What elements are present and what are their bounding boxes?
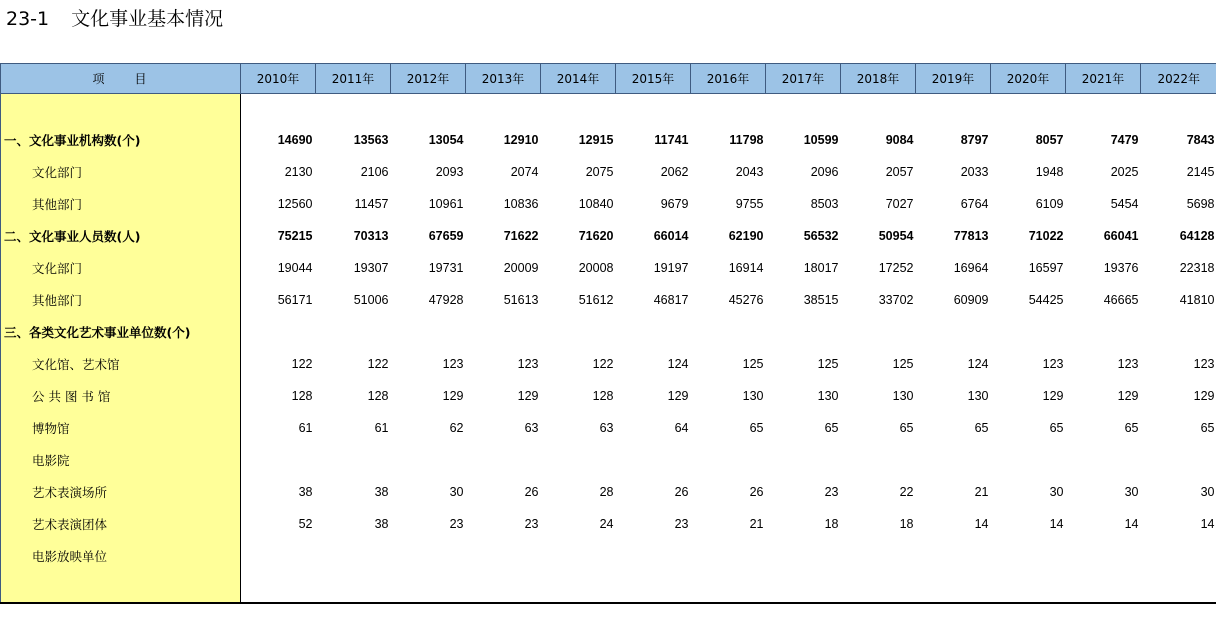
value-cell: 12910: [503, 133, 539, 147]
row-label: 文化馆、艺术馆: [1, 348, 241, 380]
spacer-item-cell: [1, 94, 241, 125]
value-cell: [466, 316, 541, 348]
header-year: 2017年: [766, 64, 841, 94]
value-cell: 19044: [277, 261, 313, 275]
value-cell: 65: [824, 421, 839, 435]
spacer-cell: [616, 94, 691, 125]
value-cell: 9755: [735, 197, 764, 211]
spacer-cell: [841, 94, 916, 125]
value-cell: 18: [899, 517, 914, 531]
value-cell: 129: [667, 389, 689, 403]
value-cell: [1066, 540, 1141, 572]
value-cell: 2057: [885, 165, 914, 179]
value-cell: 128: [592, 389, 614, 403]
value-cell: 14: [1049, 517, 1064, 531]
value-cell: 23: [524, 517, 539, 531]
value-cell: 130: [892, 389, 914, 403]
spacer-cell: [916, 572, 991, 603]
value-cell: 65: [974, 421, 989, 435]
value-cell: [1066, 444, 1141, 476]
value-cell: [766, 316, 841, 348]
value-cell: 123: [1193, 357, 1215, 371]
value-cell: 38515: [803, 293, 839, 307]
value-cell: 56171: [277, 293, 313, 307]
spacer-cell: [916, 94, 991, 125]
value-cell: 65: [749, 421, 764, 435]
value-cell: [616, 540, 691, 572]
value-cell: 2025: [1110, 165, 1139, 179]
value-cell: 22: [899, 485, 914, 499]
spacer-cell: [541, 572, 616, 603]
spacer-cell: [1066, 572, 1141, 603]
table-row: [1, 252, 1216, 284]
value-cell: 26: [674, 485, 689, 499]
value-cell: 17252: [878, 261, 914, 275]
value-cell: 2075: [585, 165, 614, 179]
value-cell: 7027: [885, 197, 914, 211]
table-row: [1, 476, 1216, 508]
value-cell: 11798: [729, 133, 764, 147]
value-cell: 11457: [354, 197, 389, 211]
value-cell: 12915: [578, 133, 614, 147]
row-label: 其他部门: [1, 284, 241, 316]
value-cell: 19731: [428, 261, 464, 275]
value-cell: 62190: [728, 229, 764, 243]
value-cell: 71022: [1028, 229, 1064, 243]
header-year: 2015年: [616, 64, 691, 94]
table-row: [1, 284, 1216, 316]
value-cell: [916, 540, 991, 572]
value-cell: [1141, 540, 1216, 572]
spacer-cell: [391, 94, 466, 125]
value-cell: 51006: [353, 293, 389, 307]
value-cell: 20009: [503, 261, 539, 275]
table-body: [1, 94, 1216, 604]
value-cell: [841, 540, 916, 572]
table-header: [1, 64, 1216, 94]
value-cell: [466, 540, 541, 572]
value-cell: 61: [298, 421, 313, 435]
value-cell: 33702: [878, 293, 914, 307]
value-cell: [391, 444, 466, 476]
spacer-cell: [541, 94, 616, 125]
value-cell: 70313: [353, 229, 389, 243]
value-cell: 63: [599, 421, 614, 435]
value-cell: 23: [824, 485, 839, 499]
value-cell: 16914: [728, 261, 764, 275]
value-cell: 30: [1049, 485, 1064, 499]
value-cell: 62: [449, 421, 464, 435]
value-cell: 125: [892, 357, 914, 371]
value-cell: 10961: [428, 197, 464, 211]
value-cell: 50954: [878, 229, 914, 243]
value-cell: 12560: [277, 197, 313, 211]
value-cell: 18: [824, 517, 839, 531]
spacer-cell: [316, 94, 391, 125]
row-label: 文化部门: [1, 252, 241, 284]
spacer-cell: [991, 94, 1066, 125]
header-year: 2012年: [391, 64, 466, 94]
value-cell: 65: [899, 421, 914, 435]
value-cell: 1948: [1035, 165, 1064, 179]
value-cell: 28: [599, 485, 614, 499]
spacer-row: [1, 572, 1216, 603]
header-year: 2016年: [691, 64, 766, 94]
value-cell: 65: [1049, 421, 1064, 435]
value-cell: 9084: [885, 133, 914, 147]
table-row: [1, 156, 1216, 188]
value-cell: 130: [967, 389, 989, 403]
value-cell: 125: [742, 357, 764, 371]
value-cell: 64128: [1179, 229, 1215, 243]
value-cell: 65: [1200, 421, 1215, 435]
value-cell: 30: [449, 485, 464, 499]
value-cell: 13054: [428, 133, 464, 147]
value-cell: [1141, 316, 1216, 348]
value-cell: 51613: [503, 293, 539, 307]
spacer-cell: [391, 572, 466, 603]
header-year: 2013年: [466, 64, 541, 94]
value-cell: 19376: [1103, 261, 1139, 275]
value-cell: [841, 316, 916, 348]
spacer-cell: [466, 572, 541, 603]
table-row: [1, 444, 1216, 476]
value-cell: 5454: [1110, 197, 1139, 211]
value-cell: 123: [1042, 357, 1064, 371]
value-cell: 45276: [728, 293, 764, 307]
value-cell: [391, 540, 466, 572]
value-cell: [616, 316, 691, 348]
value-cell: 60909: [953, 293, 989, 307]
spacer-cell: [616, 572, 691, 603]
spacer-cell: [316, 572, 391, 603]
value-cell: 129: [442, 389, 464, 403]
spacer-cell: [1141, 94, 1216, 125]
value-cell: 67659: [428, 229, 464, 243]
header-year: 2022年: [1141, 64, 1216, 94]
value-cell: [541, 540, 616, 572]
value-cell: 2145: [1186, 165, 1215, 179]
value-cell: 19307: [353, 261, 389, 275]
value-cell: 122: [291, 357, 313, 371]
value-cell: 6764: [960, 197, 989, 211]
value-cell: [691, 444, 766, 476]
value-cell: [241, 444, 316, 476]
value-cell: 66014: [653, 229, 689, 243]
header-year: 2010年: [241, 64, 316, 94]
value-cell: [991, 444, 1066, 476]
row-label: 文化部门: [1, 156, 241, 188]
value-cell: [1141, 444, 1216, 476]
value-cell: [616, 444, 691, 476]
value-cell: 71620: [578, 229, 614, 243]
value-cell: [991, 316, 1066, 348]
value-cell: 65: [1124, 421, 1139, 435]
header-year: 2018年: [841, 64, 916, 94]
value-cell: 66041: [1103, 229, 1139, 243]
value-cell: 2043: [735, 165, 764, 179]
value-cell: 75215: [277, 229, 313, 243]
value-cell: 51612: [578, 293, 614, 307]
value-cell: 129: [1193, 389, 1215, 403]
page-title: [6, 6, 223, 32]
row-label: 公 共 图 书 馆: [1, 380, 241, 412]
value-cell: [691, 540, 766, 572]
value-cell: 14: [1200, 517, 1215, 531]
value-cell: [991, 540, 1066, 572]
table-row: [1, 380, 1216, 412]
table-row: [1, 348, 1216, 380]
value-cell: 2033: [960, 165, 989, 179]
value-cell: 7479: [1110, 133, 1139, 147]
value-cell: 64: [674, 421, 689, 435]
value-cell: 124: [967, 357, 989, 371]
value-cell: 10836: [503, 197, 539, 211]
value-cell: [766, 540, 841, 572]
value-cell: 2130: [284, 165, 313, 179]
value-cell: 122: [592, 357, 614, 371]
header-year: 2019年: [916, 64, 991, 94]
value-cell: 2096: [810, 165, 839, 179]
value-cell: 129: [517, 389, 539, 403]
value-cell: [391, 316, 466, 348]
spacer-cell: [241, 94, 316, 125]
value-cell: 21: [749, 517, 764, 531]
value-cell: 5698: [1186, 197, 1215, 211]
value-cell: [466, 444, 541, 476]
table-title: 文化事业基本情况: [71, 8, 224, 30]
value-cell: 2074: [510, 165, 539, 179]
spacer-cell: [841, 572, 916, 603]
row-label: 电影放映单位: [1, 540, 241, 572]
value-cell: [541, 444, 616, 476]
spacer-cell: [241, 572, 316, 603]
value-cell: 13563: [353, 133, 389, 147]
value-cell: 63: [524, 421, 539, 435]
spacer-cell: [691, 572, 766, 603]
table-row: [1, 220, 1216, 252]
value-cell: 14: [1124, 517, 1139, 531]
header-item: 项 目: [1, 64, 241, 94]
value-cell: 7843: [1186, 133, 1215, 147]
value-cell: 8797: [960, 133, 989, 147]
value-cell: 123: [517, 357, 539, 371]
value-cell: 8503: [810, 197, 839, 211]
value-cell: 122: [367, 357, 389, 371]
value-cell: 9679: [660, 197, 689, 211]
header-year: 2014年: [541, 64, 616, 94]
value-cell: 11741: [654, 133, 689, 147]
value-cell: [691, 316, 766, 348]
value-cell: 124: [667, 357, 689, 371]
value-cell: 24: [599, 517, 614, 531]
value-cell: 23: [674, 517, 689, 531]
spacer-cell: [766, 572, 841, 603]
value-cell: 30: [1124, 485, 1139, 499]
value-cell: 2093: [435, 165, 464, 179]
value-cell: 10599: [803, 133, 839, 147]
value-cell: 47928: [428, 293, 464, 307]
value-cell: 130: [742, 389, 764, 403]
table-row: [1, 540, 1216, 572]
spacer-cell: [991, 572, 1066, 603]
value-cell: 61: [374, 421, 389, 435]
value-cell: 26: [749, 485, 764, 499]
value-cell: [541, 316, 616, 348]
value-cell: [916, 316, 991, 348]
value-cell: 123: [442, 357, 464, 371]
header-year: 2011年: [316, 64, 391, 94]
value-cell: 18017: [803, 261, 839, 275]
value-cell: 23: [449, 517, 464, 531]
value-cell: [241, 540, 316, 572]
value-cell: 16597: [1028, 261, 1064, 275]
row-label: 其他部门: [1, 188, 241, 220]
row-label: 电影院: [1, 444, 241, 476]
header-year: 2021年: [1066, 64, 1141, 94]
spacer-cell: [466, 94, 541, 125]
value-cell: 38: [374, 517, 389, 531]
row-label: 艺术表演场所: [1, 476, 241, 508]
table-row: [1, 188, 1216, 220]
value-cell: 6109: [1035, 197, 1064, 211]
value-cell: 20008: [578, 261, 614, 275]
value-cell: [316, 540, 391, 572]
spacer-row: [1, 94, 1216, 125]
value-cell: 77813: [953, 229, 989, 243]
value-cell: 2062: [660, 165, 689, 179]
value-cell: 125: [817, 357, 839, 371]
row-label: 一、文化事业机构数(个): [1, 124, 241, 156]
value-cell: [1066, 316, 1141, 348]
value-cell: 22318: [1179, 261, 1215, 275]
table-row: [1, 412, 1216, 444]
value-cell: 41810: [1179, 293, 1215, 307]
spacer-cell: [1141, 572, 1216, 603]
value-cell: 21: [974, 485, 989, 499]
value-cell: 129: [1117, 389, 1139, 403]
value-cell: [316, 444, 391, 476]
value-cell: 16964: [953, 261, 989, 275]
value-cell: [241, 316, 316, 348]
value-cell: 52: [298, 517, 313, 531]
value-cell: 38: [298, 485, 313, 499]
value-cell: 14690: [277, 133, 313, 147]
value-cell: 129: [1042, 389, 1064, 403]
value-cell: 19197: [653, 261, 689, 275]
value-cell: 30: [1200, 485, 1215, 499]
table-number: 23-1: [6, 8, 50, 30]
value-cell: 123: [1117, 357, 1139, 371]
table-row: [1, 316, 1216, 348]
value-cell: [766, 444, 841, 476]
value-cell: 46665: [1103, 293, 1139, 307]
value-cell: 130: [817, 389, 839, 403]
value-cell: 54425: [1028, 293, 1064, 307]
row-label: 博物馆: [1, 412, 241, 444]
value-cell: 56532: [803, 229, 839, 243]
value-cell: [916, 444, 991, 476]
value-cell: 128: [367, 389, 389, 403]
header-year: 2020年: [991, 64, 1066, 94]
row-label: 三、各类文化艺术事业单位数(个): [1, 316, 241, 348]
value-cell: 14: [974, 517, 989, 531]
data-table: [0, 63, 1216, 604]
value-cell: 38: [374, 485, 389, 499]
value-cell: 10840: [578, 197, 614, 211]
value-cell: 2106: [360, 165, 389, 179]
value-cell: [316, 316, 391, 348]
spacer-cell: [691, 94, 766, 125]
table-row: [1, 124, 1216, 156]
row-label: 艺术表演团体: [1, 508, 241, 540]
spacer-item-cell: [1, 572, 241, 603]
spacer-cell: [1066, 94, 1141, 125]
value-cell: 26: [524, 485, 539, 499]
value-cell: 71622: [503, 229, 539, 243]
value-cell: 46817: [653, 293, 689, 307]
table-row: [1, 508, 1216, 540]
value-cell: 8057: [1035, 133, 1064, 147]
value-cell: 128: [291, 389, 313, 403]
row-label: 二、文化事业人员数(人): [1, 220, 241, 252]
value-cell: [841, 444, 916, 476]
spacer-cell: [766, 94, 841, 125]
